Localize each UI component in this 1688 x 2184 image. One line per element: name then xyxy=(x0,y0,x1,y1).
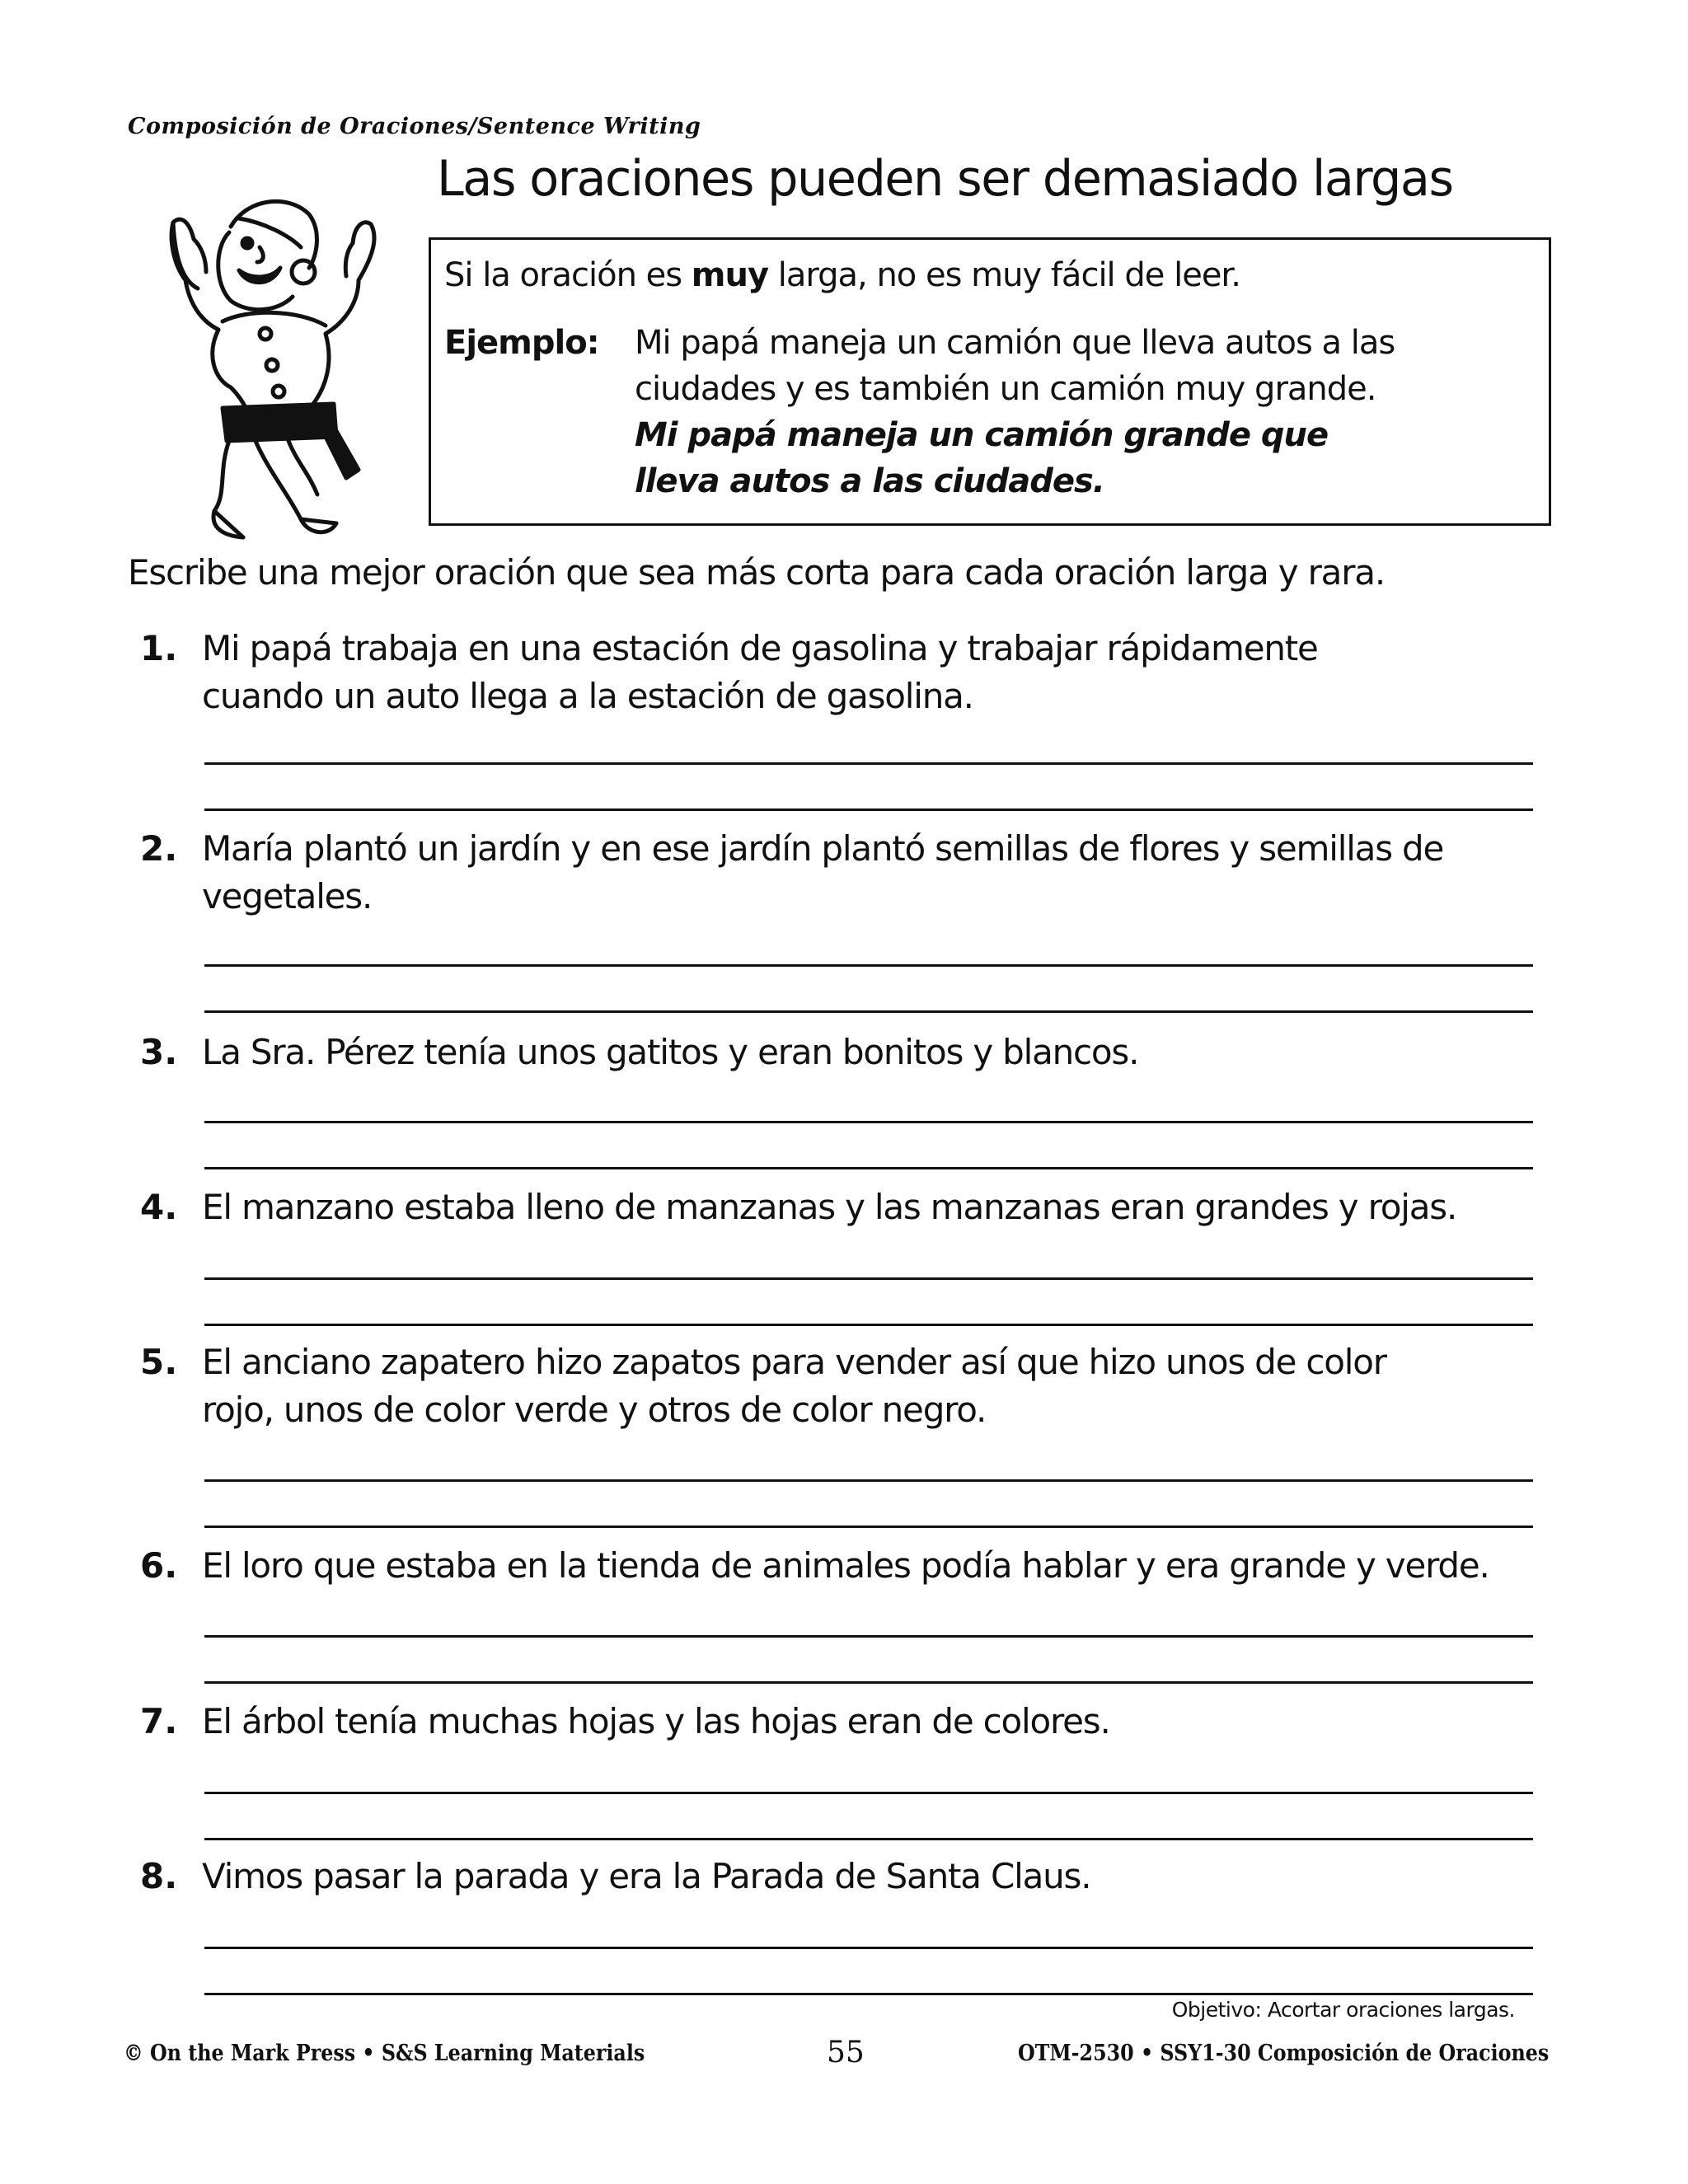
dancing-elf-illustration-icon xyxy=(124,165,404,544)
item-number: 8. xyxy=(140,1856,178,1896)
section-tag: Composición de Oraciones/Sentence Writing xyxy=(128,114,701,139)
footer-publisher: © On the Mark Press • S&S Learning Materials xyxy=(124,2041,645,2066)
item-number: 4. xyxy=(140,1187,178,1227)
answer-line[interactable] xyxy=(204,1838,1533,1840)
item-number: 7. xyxy=(140,1701,178,1741)
answer-line[interactable] xyxy=(204,1681,1533,1684)
example-short-line-1: Mi papá maneja un camión grande que xyxy=(635,416,1329,454)
example-long-line-1: Mi papá maneja un camión que lleva autos a las xyxy=(635,324,1395,362)
item-text: La Sra. Pérez tenía unos gatitos y eran bonitos y blancos. xyxy=(202,1032,1139,1072)
item-text: Vimos pasar la parada y era la Parada de Santa Claus. xyxy=(202,1856,1091,1896)
item-text: El loro que estaba en la tienda de animales podía hablar y era grande y verde. xyxy=(202,1545,1489,1586)
item-text: El manzano estaba lleno de manzanas y las manzanas eran grandes y rojas. xyxy=(202,1187,1457,1227)
answer-line[interactable] xyxy=(204,1947,1533,1949)
answer-line[interactable] xyxy=(204,1167,1533,1169)
answer-line[interactable] xyxy=(204,1792,1533,1794)
item-number: 2. xyxy=(140,828,178,869)
answer-line[interactable] xyxy=(204,1993,1533,1995)
rule-text: Si la oración es muy larga, no es muy fácil de leer. xyxy=(444,256,1240,294)
answer-line[interactable] xyxy=(204,1526,1533,1528)
item-text: cuando un auto llega a la estación de gasolina. xyxy=(202,676,973,716)
answer-line[interactable] xyxy=(204,1479,1533,1482)
example-short-line-2: lleva autos a las ciudades. xyxy=(635,462,1104,500)
page-title: Las oraciones pueden ser demasiado largas xyxy=(437,150,1453,208)
rule-box xyxy=(429,237,1551,526)
item-number: 5. xyxy=(140,1342,178,1382)
item-text: vegetales. xyxy=(202,876,373,916)
item-number: 1. xyxy=(140,628,178,668)
answer-line[interactable] xyxy=(204,1010,1533,1013)
page-number: 55 xyxy=(827,2036,865,2069)
item-number: 6. xyxy=(140,1545,178,1586)
answer-line[interactable] xyxy=(204,1277,1533,1280)
item-text: Mi papá trabaja en una estación de gasolina y trabajar rápidamente xyxy=(202,628,1318,668)
instructions: Escribe una mejor oración que sea más corta para cada oración larga y rara. xyxy=(128,552,1385,593)
item-text: María plantó un jardín y en ese jardín plantó semillas de flores y semillas de xyxy=(202,828,1444,869)
example-label: Ejemplo: xyxy=(444,324,599,362)
item-number: 3. xyxy=(140,1032,178,1072)
footer-product-code: OTM-2530 • SSY1-30 Composición de Oraciones xyxy=(1018,2041,1550,2066)
item-text: rojo, unos de color verde y otros de color negro. xyxy=(202,1390,987,1430)
answer-line[interactable] xyxy=(204,1324,1533,1326)
answer-line[interactable] xyxy=(204,808,1533,811)
answer-line[interactable] xyxy=(204,1635,1533,1638)
item-text: El árbol tenía muchas hojas y las hojas eran de colores. xyxy=(202,1701,1110,1741)
answer-line[interactable] xyxy=(204,1121,1533,1123)
item-text: El anciano zapatero hizo zapatos para vender así que hizo unos de color xyxy=(202,1342,1386,1382)
objective-note: Objetivo: Acortar oraciones largas. xyxy=(1171,1998,1515,2022)
example-long-line-2: ciudades y es también un camión muy grande. xyxy=(635,370,1376,408)
answer-line[interactable] xyxy=(204,762,1533,765)
answer-line[interactable] xyxy=(204,964,1533,967)
